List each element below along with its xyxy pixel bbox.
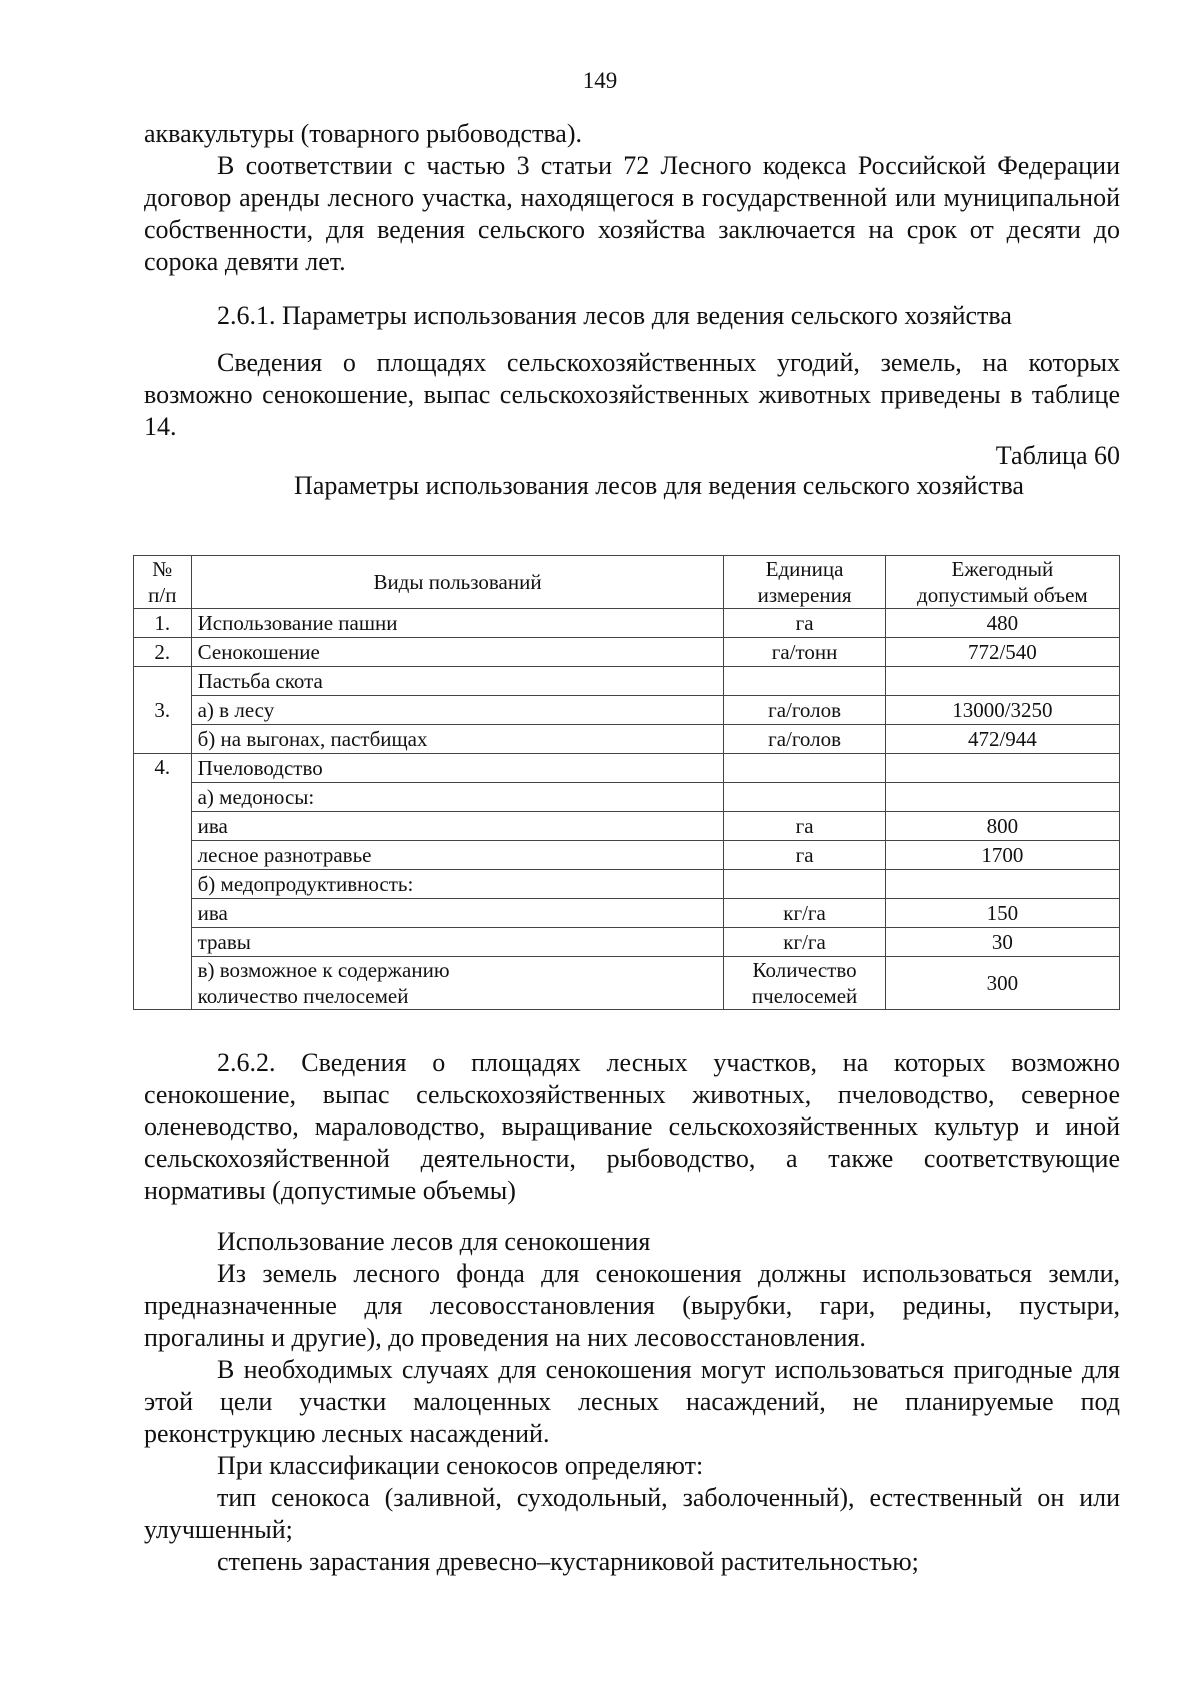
table-row [134, 696, 1120, 725]
table-row [134, 841, 1120, 870]
row-unit: га [724, 812, 885, 841]
intro-paragraph: В соответствии с частью 3 статьи 72 Лесного кодекса Российской Федерации договор аренды лесного участка, находящегося в государственной или муниципальной собственности, для ведения сельского хозяйства заключается на срок от десяти до сорока девяти лет. [144, 151, 1120, 276]
row-name: травы [191, 928, 724, 957]
section-261-heading: 2.6.1. Параметры использования лесов для ведения сельского хозяйства [217, 301, 1012, 330]
row-name: Использование пашни [191, 609, 724, 638]
table-label: Таблица 60 [995, 441, 1120, 470]
table-row [134, 870, 1120, 899]
haymaking-paragraph-5: степень зарастания древесно–кустарниковой растительностью; [217, 1547, 919, 1576]
row-name: лесное разнотравье [191, 841, 724, 870]
row-value: 472/944 [885, 725, 1119, 754]
row-name: а) в лесу [191, 696, 724, 725]
row-value: 13000/3250 [885, 696, 1119, 725]
row-num: 1. [134, 609, 192, 638]
section-262-text: 2.6.2. Сведения о площадях лесных участков, на которых возможно сенокошение, выпас сельскохозяйственных животных, пчеловодство, северное оленеводство, мараловодство, выращивание сельскохозяйственных культур и иной сельскохозяйственной деятельности, рыбоводство, а также соответствующие нормативы (допустимые объемы) [144, 1048, 1120, 1205]
header-num-line1: № [152, 557, 173, 581]
haymaking-paragraph-2: В необходимых случаях для сенокошения могут использоваться пригодные для этой цели участки малоценных лесных насаждений, не планируемые под реконструкцию лесных насаждений. [144, 1355, 1120, 1448]
row-unit: га/тонн [724, 638, 885, 667]
row-unit: га/голов [724, 725, 885, 754]
row-unit: кг/га [724, 899, 885, 928]
table-row [134, 899, 1120, 928]
row-num: 4. [134, 754, 192, 1010]
row-unit [724, 957, 885, 1010]
table-row [134, 667, 1120, 696]
header-num-line2: п/п [148, 583, 177, 607]
row-unit: га/голов [724, 696, 885, 725]
header-volume-line1: Ежегодный [951, 557, 1054, 581]
row-name-line1: в) возможное к содержанию [197, 958, 450, 982]
row-num: 3. [134, 667, 192, 754]
row-unit: кг/га [724, 928, 885, 957]
header-unit-line1: Единица [765, 557, 844, 581]
parameters-table [133, 555, 1120, 1010]
row-value [885, 667, 1119, 696]
row-name: Пастьба скота [191, 667, 724, 696]
header-unit-line2: измерения [757, 583, 852, 607]
header-volume [885, 556, 1119, 609]
row-unit: га [724, 609, 885, 638]
table-row [134, 638, 1120, 667]
row-unit-line2: пчелосемей [751, 984, 858, 1008]
row-value [885, 754, 1119, 783]
row-value: 772/540 [885, 638, 1119, 667]
header-type: Виды пользований [191, 556, 724, 609]
row-name: б) медопродуктивность: [191, 870, 724, 899]
row-value [885, 870, 1119, 899]
row-value: 300 [885, 957, 1119, 1010]
row-value: 1700 [885, 841, 1119, 870]
row-name [191, 957, 724, 1010]
section-261-text: Сведения о площадях сельскохозяйственных угодий, земель, на которых возможно сенокошение, выпас сельскохозяйственных животных приведены в таблице 14. [144, 348, 1120, 441]
header-volume-line2: допустимый объем [917, 583, 1088, 607]
row-value: 30 [885, 928, 1119, 957]
row-num: 2. [134, 638, 192, 667]
table-row [134, 754, 1120, 783]
row-name-line2: количество пчелосемей [197, 984, 409, 1008]
row-name: Сенокошение [191, 638, 724, 667]
row-name: а) медоносы: [191, 783, 724, 812]
row-unit [724, 667, 885, 696]
haymaking-heading: Использование лесов для сенокошения [217, 1227, 651, 1256]
row-value: 150 [885, 899, 1119, 928]
row-name: ива [191, 812, 724, 841]
intro-line: аквакультуры (товарного рыбоводства). [144, 119, 582, 148]
row-unit-line1: Количество [752, 958, 857, 982]
row-value: 480 [885, 609, 1119, 638]
table-row [134, 957, 1120, 1010]
table-row [134, 725, 1120, 754]
table-header-row [134, 556, 1120, 609]
table-row [134, 783, 1120, 812]
header-num [134, 556, 192, 609]
row-unit [724, 783, 885, 812]
haymaking-paragraph-1: Из земель лесного фонда для сенокошения должны использоваться земли, предназначенные для лесовосстановления (вырубки, гари, редины, пустыри, прогалины и другие), до проведения на них лесовосстановления. [144, 1259, 1120, 1352]
page-number: 149 [582, 68, 618, 93]
table-row [134, 812, 1120, 841]
table-title: Параметры использования лесов для ведения сельского хозяйства [294, 471, 1024, 500]
row-name: ива [191, 899, 724, 928]
row-unit: га [724, 841, 885, 870]
row-name: Пчеловодство [191, 754, 724, 783]
table-row [134, 928, 1120, 957]
header-unit [724, 556, 885, 609]
haymaking-paragraph-4: тип сенокоса (заливной, суходольный, заболоченный), естественный он или улучшенный; [144, 1483, 1120, 1544]
row-value [885, 783, 1119, 812]
row-unit [724, 754, 885, 783]
haymaking-paragraph-3: При классификации сенокосов определяют: [217, 1451, 704, 1480]
row-name: б) на выгонах, пастбищах [191, 725, 724, 754]
row-unit [724, 870, 885, 899]
row-value: 800 [885, 812, 1119, 841]
table-row [134, 609, 1120, 638]
